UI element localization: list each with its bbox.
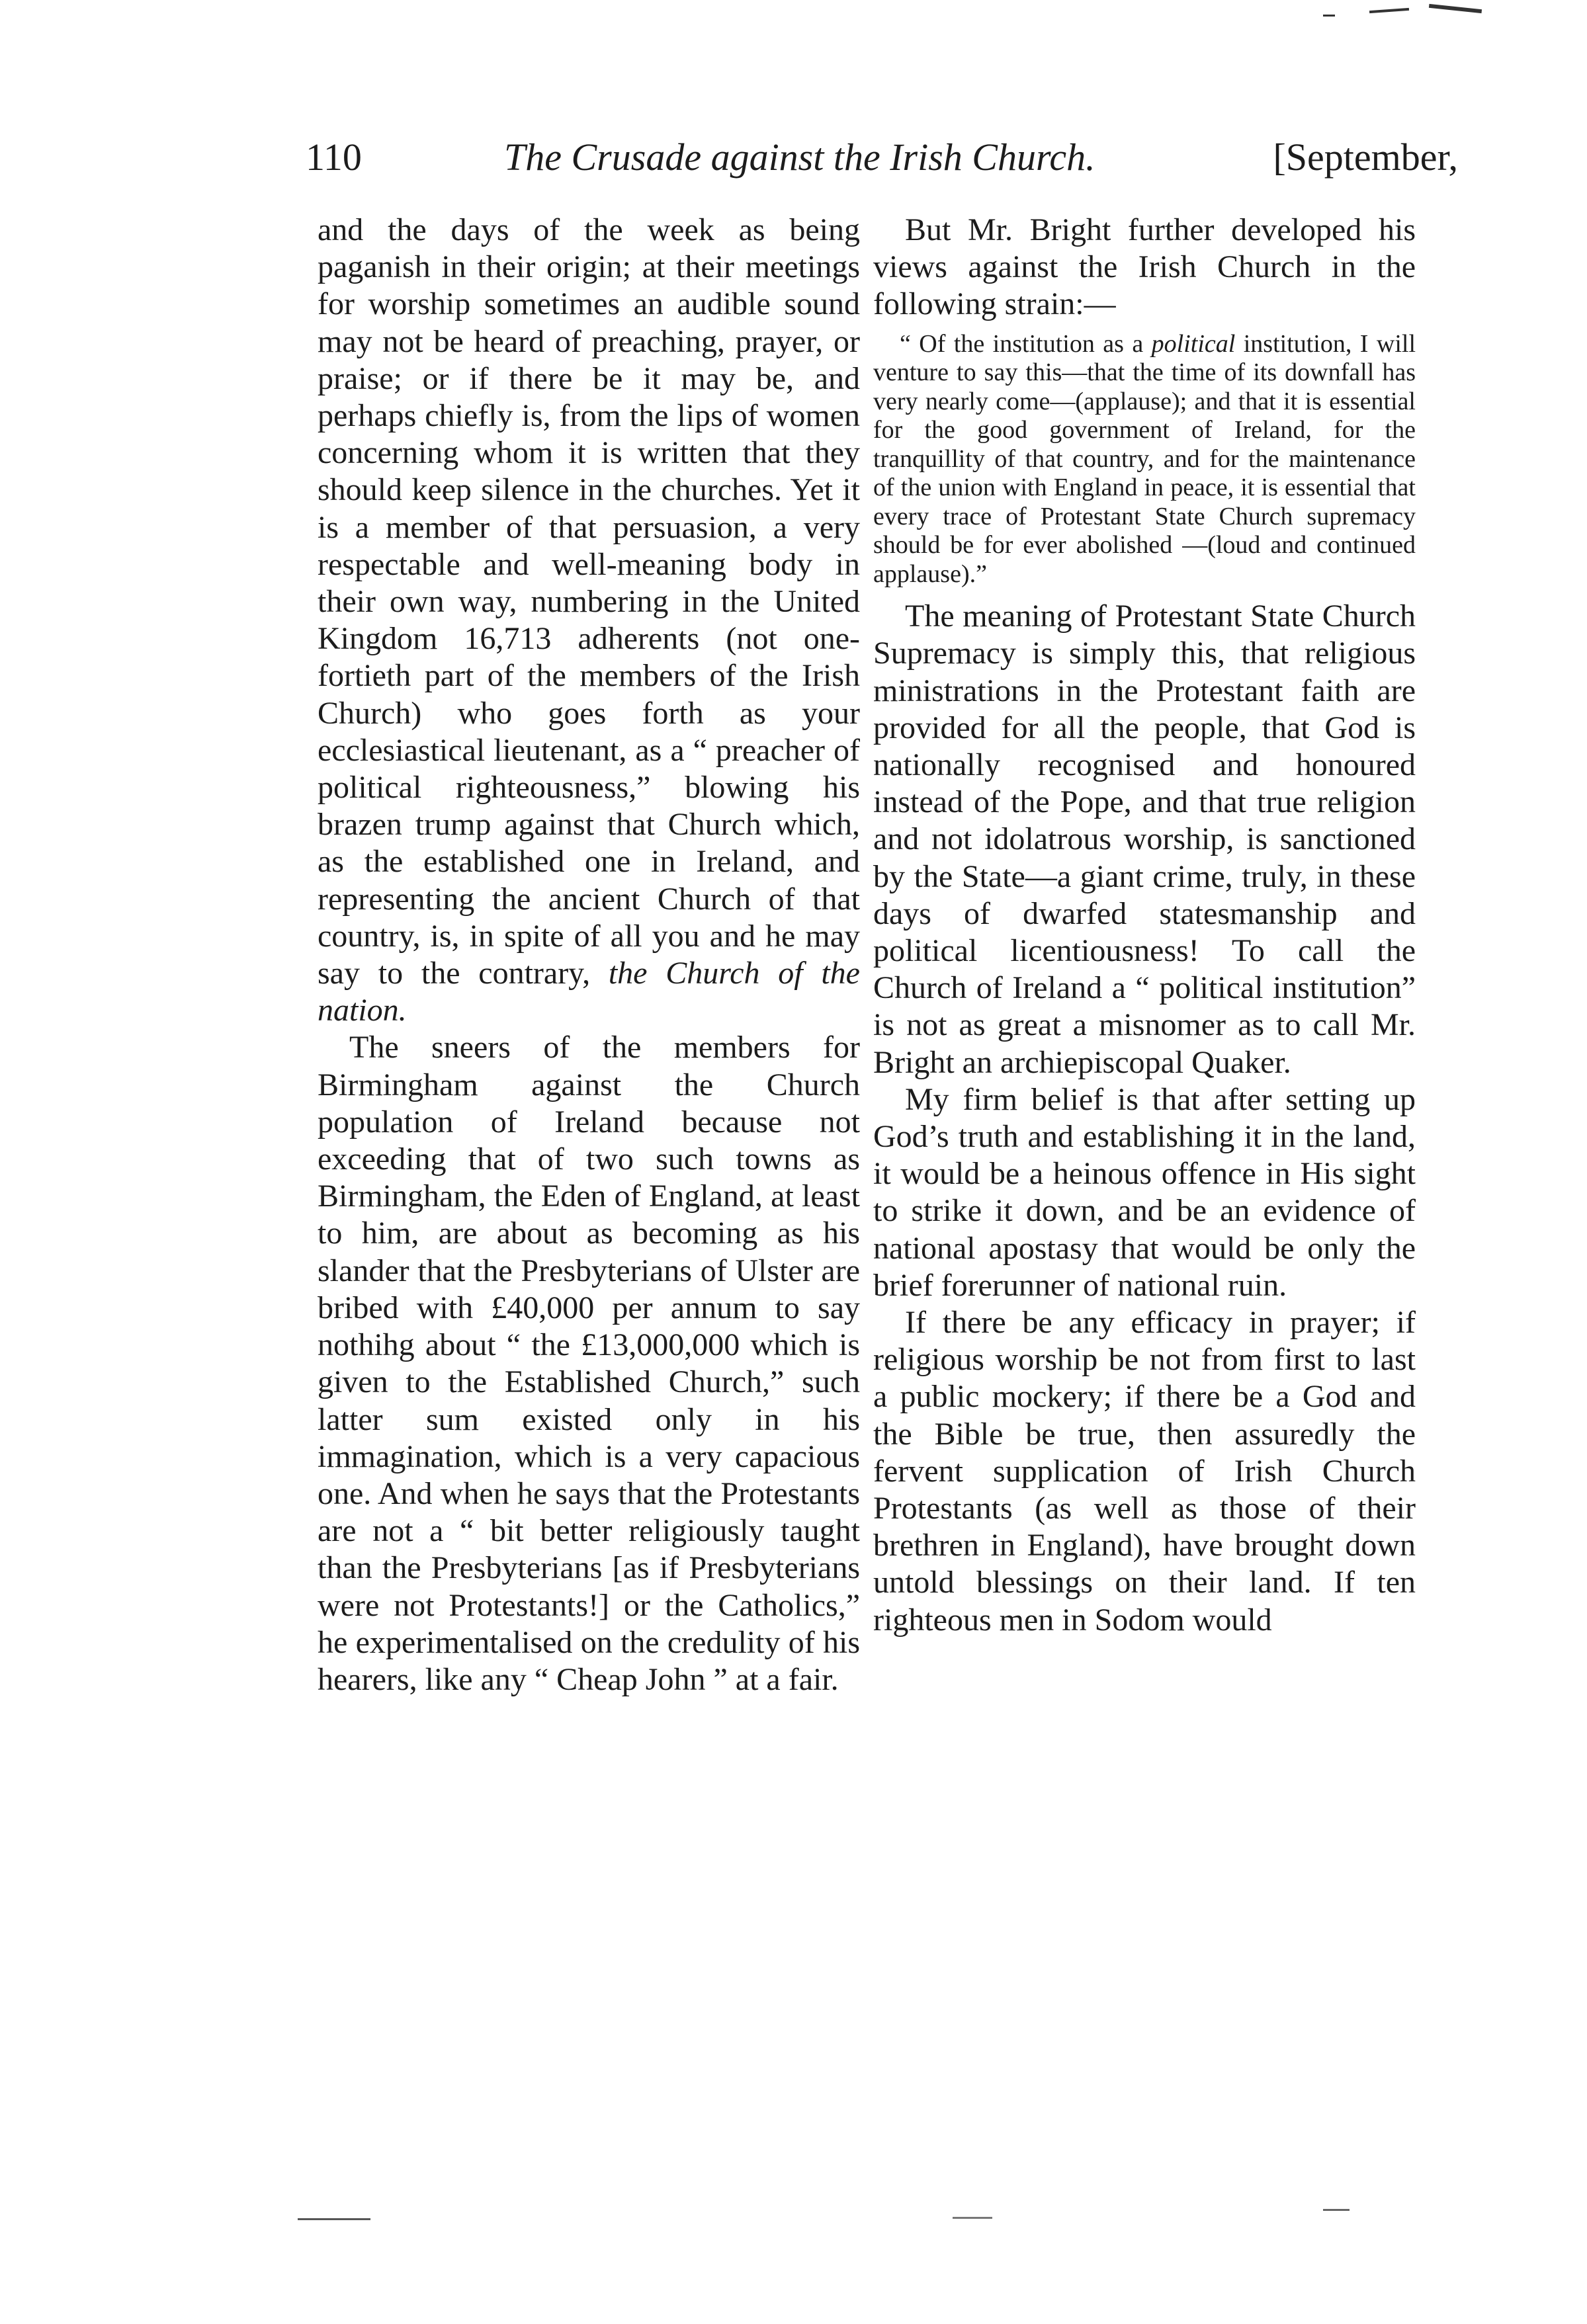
running-title: The Crusade against the Irish Church. — [504, 136, 1095, 179]
scan-mark — [1323, 2209, 1350, 2211]
scan-mark — [1369, 8, 1409, 13]
quote-text: “ Of the institution as a — [900, 329, 1152, 358]
scan-mark — [298, 2218, 370, 2220]
right-column — [873, 212, 1416, 1639]
scan-mark — [1429, 4, 1482, 13]
paragraph-text: and the days of the week as being paganish in their origin; at their meetings for worship sometimes an audible sound may not be heard of preaching, prayer, or praise; or if there be it may be, and perhaps chiefly is, from the lips of women concerning whom it is written that they should keep silence in the churches. Yet it is a member of that persuasion, a very respectable and well-meaning body in their own way, numbering in the United Kingdom 16,713 adherents (not one-fortieth part of the members of the Irish Church) who goes forth as your ecclesiastical lieutenant, as a “ preacher of political righteousness,” blowing his brazen trump against that Church which, as the established one in Ireland, and representing the ancient Church of that country, is, in spite of all you and he may say to the contrary, — [318, 212, 860, 991]
scan-mark — [1323, 15, 1335, 17]
italic-phrase: the Church of the nation. — [318, 956, 860, 1028]
block-quote — [873, 330, 1416, 589]
header-month: [September, — [1273, 136, 1458, 179]
quote-italic: political — [1151, 329, 1236, 358]
page-number: 110 — [306, 136, 362, 179]
scan-mark — [953, 2217, 992, 2219]
paragraph: The meaning of Protestant State Church Supremacy is simply this, that religious ministrations in the Protestant faith are provided for all the people, that God is nationally recognised and honoured instead of the Pope, and that true religion and not idolatrous worship, is sanctioned by the State—a giant crime, truly, in these days of dwarfed statesmanship and political licentiousness! To call the Church of Ireland a “ political institution” is not as great a misnomer as to call Mr. Bright an archiepiscopal Quaker. — [873, 599, 1416, 1080]
left-column — [318, 212, 860, 1698]
paragraph: My firm belief is that after setting up God’s truth and establishing it in the land, it would be a heinous offence in His sight to strike it down, and be an evidence of national apostasy that would be only the brief forerunner of national ruin. — [873, 1081, 1416, 1303]
quote-text: institution, I will venture to say this—that the time of its downfall has very nearly come—(applause); and that it is essential for the good government of Ireland, for the tranquillity of that country, and for the maintenance of the union with England in peace, it is essential that every trace of Protestant State Church supremacy should be for ever abolished —(loud and continued applause).” — [873, 329, 1416, 588]
running-header — [306, 135, 1458, 190]
paragraph: The sneers of the members for Birmingham against the Church population of Ireland because not exceeding that of two such towns as Birmingham, the Eden of England, at least to him, are about as becoming as his slander that the Presbyterians of Ulster are bribed with £40,000 per annum to say nothihg about “ the £13,000,000 which is given to the Established Church,” such latter sum existed only in his immagination, which is a very capacious one. And when he says that the Protestants are not a “ bit better religiously taught than the Presbyterians [as if Presbyterians were not Protestants!] or the Catholics,” he experimentalised on the credulity of his hearers, like any “ Cheap John ” at a fair. — [318, 1030, 860, 1697]
paragraph: But Mr. Bright further developed his views against the Irish Church in the following strain:— — [873, 212, 1416, 322]
paragraph — [318, 212, 860, 1029]
paragraph: If there be any efficacy in prayer; if religious worship be not from first to last a public mockery; if there be a God and the Bible be true, then assuredly the fervent supplication of Irish Church Protestants (as well as those of their brethren in England), have brought down untold blessings on their land. If ten righteous men in Sodom would — [873, 1304, 1416, 1638]
